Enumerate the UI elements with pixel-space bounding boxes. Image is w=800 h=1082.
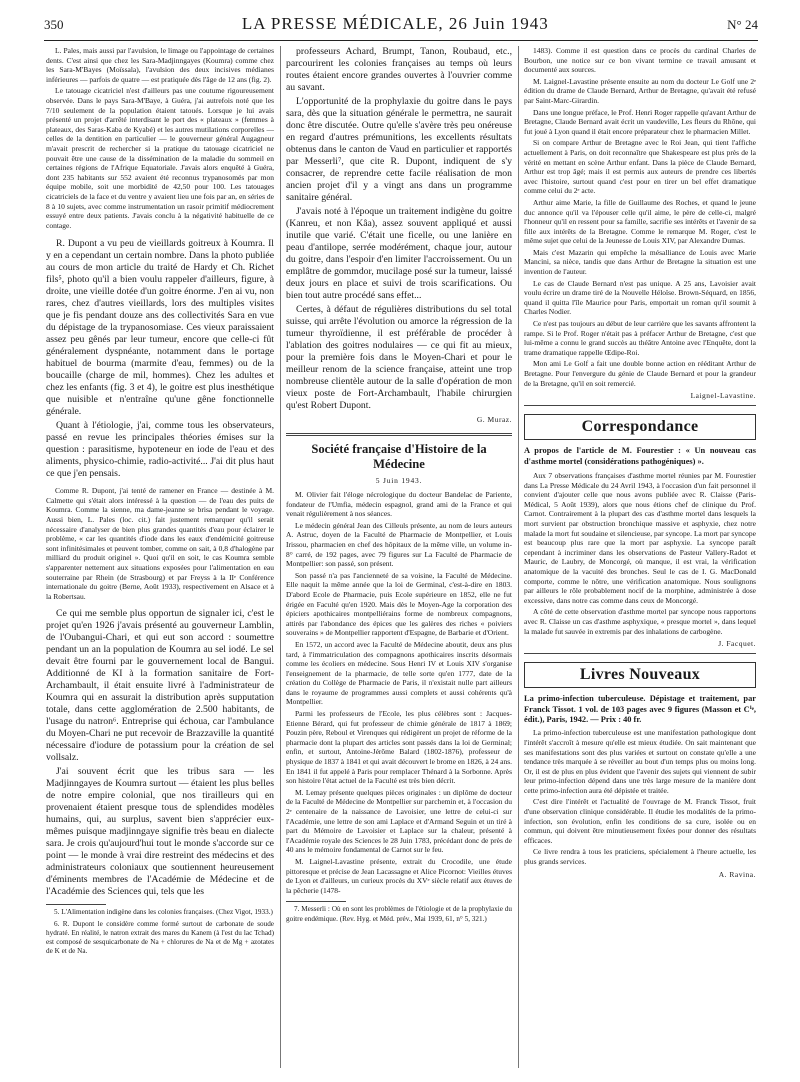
- paragraph: Parmi les professeurs de l'Ecole, les plus célèbres sont : Jacques-Etienne Bérard, qui fut professeur de chimie générale de 1817 à 1869; Pouzin père, Reboul et Virenques qui rédigèrent un projet de réforme de la pharmacie dont la plupart des articles sont passés dans la loi de Germinal; enfin, et surtout, Antoine-Jérôme Balard (1802-1876), professeur de physique de 1837 à 1841 et qui avait découvert le brome en 1826, à 24 ans. En 1841 il fut appelé à Paris pour remplacer Thénard à la Sorbonne. Après son histoire l'état actuel de la Faculté est très bien décrit.: [286, 709, 512, 786]
- section-divider: [524, 405, 756, 406]
- paragraph: Comme R. Dupont, j'ai tenté de ramener en France — destinée à M. Calmette qui s'était alors intéressé à la question — de l'eau des puits de Koumra. Comme la sienne, ma dame-jeanne se brisa pendant le voyage. Aussi bien, L. Pales (loc. cit.) fait justement remarquer qu'il serait nécessaire d'analyser de bien plus grandes quantités d'eau pour éclairer le problème, « car les quantités d'iode dans les eaux d'endémicité goitreuse sont infinitésimales et peuvent tomber, comme on sait, à 0,8 d'halogène par milliard du produit originel ». Quoi qu'il en soit, le cas Koumra semble s'apparenter nettement aux situations exposées pour l'alimentation en eau souterraine par Rhein (de Strasbourg) et par Freyss à la IIᵉ Conférence internationale du goitre (Berne, Août 1933), respectivement en Alsace et à la Robertsau.: [46, 486, 274, 601]
- journal-title: LA PRESSE MÉDICALE, 26 Juin 1943: [241, 14, 549, 33]
- paragraph: Arthur aime Marie, la fille de Guillaume des Roches, et quand le jeune duc annonce qu'il va l'épouser celle qu'il aime, le père de celle-ci, malgré l'honneur qu'il en ressent pour sa famille, sacrifie ses intérêts et l'avenir de sa fille aux intérêts de la Bretagne. Comme le remarque M. Roger, c'est le même sujet que celui de la Jeunesse de Louis XIV, par Alexandre Dumas.: [524, 197, 756, 246]
- book-title: La primo-infection tuberculeuse. Dépistage et traitement, par Franck Tissot. 1 vol. de 103 pages avec 9 figures (Masson et Cⁱᵉ, édit.), Paris, 1942. — Prix : 40 fr.: [524, 694, 756, 724]
- paragraph: Ce qui me semble plus opportun de signaler ici, c'est le projet qu'en 1926 j'avais présenté au gouverneur Lamblin, de l'Oubangui-Chari, et qui eut son accord : soumettre pendant un an la population de Koumra au sel iodé. Le sel devait être fourni par le gouvernement local de Bangui. Additionné de KI à la formation sanitaire de Fort-Archambault, il était ensuite livré à l'administrateur de Koumra qui en assurait la distribution après supputation totale, dans cette agglomération de 2.500 habitants, de l'usage du natron⁶. Entreprise qui échoua, car l'ambulance du Moyen-Chari ne put recevoir de Brazzaville la quantité nécessaire d'iodure de potassium pour la création de sel vollsalz.: [46, 608, 274, 764]
- paragraph: 1483). Comme il est question dans ce procès du cardinal Charles de Bourbon, une notice sur ce bon vivant termine ce travail amusant et documenté aux sources.: [524, 46, 756, 75]
- section-divider: [286, 433, 512, 436]
- paragraph: professeurs Achard, Brumpt, Tanon, Roubaud, etc., parcourirent les colonies françaises au temps où leurs routes étaient encore grandes ouvertes à l'ouvrier comme au savant.: [286, 46, 512, 93]
- paragraph: Aux 7 observations françaises d'asthme mortel réunies par M. Fourestier dans La Presse Médicale du 24 Avril 1943, à l'occasion d'un fait personnel il convient d'ajouter celle que nous avons publiée avec R. Claisse (Paris-Médical, 5 Août 1939), alors que nous étions chef de clinique du Prof. Carnot. Contrairement à la plupart des cas d'asthme mortel dans lesquels la mort survient par obstruction bronchique massive et asphyxie, chez notre malade la mort fut soudaine et silencieuse, par syncope. La mort par syncope est beaucoup plus rare que la mort par asphyxie. La syncope paraît cependant à incriminer dans les observations de Pasteur Vallery-Radot et Mauric, de Laubry, de Moncorgé, où manque, il est vrai, la vérification anatomique de la vacuité des bronches. Seul le cas de I. G. MacDonald comporte, comme le nôtre, une vérification anatomique. Nous soulignons par ailleurs le rôle probablement nocif de la morphine, administrée à dose excessive, dans notre cas comme dans ceux de Moncorgé.: [524, 471, 756, 605]
- correspondance-subject: A propos de l'article de M. Fourestier : « Un nouveau cas d'asthme mortel (considérations pathogéniques) ».: [524, 446, 756, 466]
- column-rule-2: [518, 46, 519, 1068]
- paragraph: L. Pales, mais aussi par l'avulsion, le limage ou l'appointage de certaines dents. C'est ainsi que chez les Sara-Madjinngayes (Koumra) comme chez les Sara-M'Bayes (Moïssala), l'avulsion des deux incisives médianes inférieures — parfois de quatre — est pratiquée dès l'âge de 12 ans (fig. 2).: [46, 46, 274, 84]
- paragraph: M. Lemay présente quelques pièces originales : un diplôme de docteur de la Faculté de Médecine de Montpellier sur parchemin et, à l'occasion du 2ᵉ centenaire de la naissance de Lavoisier, une lettre de celui-ci sur l'Académie, une lettre de son ami Laplace et d'Armand Seguin et un tiré à part du Mémoire de Lavoisier et Laplace sur la chaleur, présenté à l'Académie royale des Sciences le 28 Juin 1783, précédant donc de près de 40 ans le mémoire fondamental de Carnot sur le feu.: [286, 787, 512, 855]
- column-1: [46, 46, 274, 1068]
- page-number: 350: [44, 17, 64, 32]
- paragraph: R. Dupont a vu peu de vieillards goitreux à Koumra. Il y en a cependant un certain nombre. Dans la photo publiée au cours de mon article du traité de Hardy et Ch. Richet fils⁵, photo qu'il a bien voulu rappeler d'ailleurs, figure, à droite, une vieille dotée d'un goitre énorme. J'en ai vu, non rares, chez d'autres vieillards, lors des multiples visites que je fis pendant douze ans des collectivités Sara en vue du dépistage de la trypanosomiase. Ces vieux paraissaient assez peu gênés par leur tumeur, encore que celle-ci fût généralement dyspnéante, notamment dans le portage habituel de bourma (marmite d'eau, femmes) ou de la boucaille (charge de mil, hommes). Chez les adultes et chez les enfants (fig. 3 et 4), le goitre est plus inesthétique que nuisible et n'entraîne qu'une gêne fonctionnelle générale.: [46, 238, 274, 418]
- paragraph: Ce livre rendra à tous les praticiens, spécialement à l'heure actuelle, les plus grands services.: [524, 847, 756, 867]
- livres-heading: Livres Nouveaux: [524, 662, 756, 688]
- footnote-rule: [286, 901, 346, 902]
- paragraph: Certes, à défaut de régulières distributions du sel total suisse, qui arrête l'évolution ou amorce la régression de la tumeur thyroïdienne, il est préférable de procéder à l'ablation des goitres nodulaires — ce qui fit au mieux, pour la première fois dans le Moyen-Chari et pour le meilleur renom de la science française, atteint une trop nombreuse clientèle autour de la salle d'opération de mon vieux poste de Fort-Archambault, l'habile chirurgien qu'est Robert Dupont.: [286, 304, 512, 411]
- paragraph: A côté de cette observation d'asthme mortel par syncope nous rapportons avec R. Claisse un cas d'asthme asphyxique, « presque mortel », dans lequel la malade fut sauvée in extremis par des inhalations de carbogène.: [524, 607, 756, 636]
- paragraph: Mais c'est Mazarin qui empêche la mésalliance de Louis avec Marie Mancini, sa nièce, tandis que dans Arthur de Bretagne la situation est une invention de l'auteur.: [524, 247, 756, 277]
- column-2: [286, 46, 512, 1068]
- paragraph: Son passé n'a pas l'ancienneté de sa voisine, la Faculté de Médecine. Elle naquit la même année que la loi de Germinal, c'est-à-dire en 1803. D'abord Ecole de Pharmacie, puis Ecole supérieure en 1852, elle ne fut érigée en Faculté qu'en 1920. Mais dès le Moyen-Age la corporation des épiciers apothicaires montpelliérains forme de nombreux compagnons, attirés par l'abondance des épices que les galères des riches « poiviers souverains » de Montpellier rapportent d'Espagne, de Barbarie et d'Orient.: [286, 570, 512, 638]
- footnote: 5. L'Alimentation indigène dans les colonies françaises. (Chez Vigot, 1933.): [54, 908, 273, 917]
- footnote: 7. Messerli : Où en sont les problèmes de l'étiologie et de la prophylaxie du goitre endémique. (Rev. Hyg. et Méd. prév., Mai 1939, 61, n° 5, 321.): [286, 905, 512, 923]
- paragraph: Quant à l'étiologie, j'ai, comme tous les observateurs, passé en revue les principales théories émises sur la question : parasitisme, hypoteneur en iode de l'eau et des aliments, physico-chimie, radio-activité... J'ai dit plus haut ce que j'en pensais.: [46, 420, 274, 480]
- paragraph: J'avais noté à l'époque un traitement indigène du goitre (Kanreu, et non Kâa), assez souvent appliqué et aussi inutile que varié. C'était une ficelle, ou une lanière en peau d'antilope, serrée modérément, chaque jour, autour du goitre, dans l'espoir d'en limiter l'accroissement. Ou un emplâtre de gommdor, mucilage posé sur la tumeur, laissé deux jours en place et suivi de trois scarifications. Ou bien tout autre procédé sans effet...: [286, 206, 512, 301]
- author-signature: Laignel-Lavastine.: [690, 391, 756, 401]
- paragraph: M. Olivier fait l'éloge nécrologique du docteur Bandelac de Pariente, fondateur de l'Umfia, médecin espagnol, grand ami de la France et qui venait régulièrement à nos séances.: [286, 490, 512, 519]
- paragraph: Mon ami Le Golf a fait une double bonne action en rééditant Arthur de Bretagne. Pour l'envergure du génie de Claude Bernard et pour la grandeur de la Bretagne, qu'il en soit remercié.: [524, 359, 756, 388]
- paragraph: Le tatouage cicatriciel n'est d'ailleurs pas une coutume rigoureusement observée. Dans le pays Sara-M'Baye, à Guéra, j'ai autrefois noté que les 7/10 seulement de la population étaient tatoués. Lorsque je lui avais présenté un projet d'arrêté interdisant le port des « plateaux » (femmes à plateaux, des Saras-Kaba de Kyabé) et les autres mutilations corporelles — celles de la dentition en particulier — le gouverneur général Augagneur m'avait prescrit de rechercher si la pratique du tatouage cicatriciel ne pouvait être une cause de la dissémination de la maladie du sommeil en certaines régions de l'Afrique Equatoriale. J'avais alors enquêté à Guéra, dont 235 habitants sur 552 avaient été reconnus trypanosomés par mon équipe mobile, soit une morbidité de 42,50 pour 100. Les tatouages cicatriciels de la face et du ventre y avaient lieu une fois par an, en séries de 8 à 10 sujets, avec comme instrumentation un rasoir primitif médiocrement essuyé entre deux patients. J'avais conclu à la négativité habituelle de ce contage.: [46, 86, 274, 230]
- paragraph: J'ai souvent écrit que les tribus sara — les Madjinngayes de Koumra surtout — étaient les plus belles de notre empire colonial, que nos tirailleurs qui en provenaient étaient presque tous de splendides modèles humains, qui, au surplus, savent bien s'apprécier eux-mêmes puisque madjinngaye signifie très beau en dialecte sara. Je crois qu'aujourd'hui tout le monde s'accorde sur ce point — le monde à vrai dire restreint des médecins et des administrateurs coloniaux que soutiennent heureusement d'éminents membres de l'Académie de Médecine et de l'Académie des Sciences qui, tels que les: [46, 766, 274, 898]
- paragraph: M. Laignel-Lavastine présente, extrait du Crocodile, une étude pittoresque et précise de Jean Lacassagne et Alice Picornot: Vieilles étuves de Lyon et d'ailleurs, un curieux procès du XVᵉ siècle relatif aux étuves de la pêcherie (1478-: [286, 856, 512, 895]
- paragraph: M. Laignel-Lavastine présente ensuite au nom du docteur Le Golf une 2ᵉ édition du drame de Claude Bernard, Arthur de Bretagne, qu'avait été refusé par Saint-Marc-Girardin.: [524, 76, 756, 105]
- footnote-rule: [46, 904, 106, 905]
- column-3: [524, 46, 756, 1068]
- author-signature: G. Muraz.: [476, 415, 512, 424]
- session-date: 5 Juin 1943.: [375, 476, 423, 485]
- paragraph: Si on compare Arthur de Bretagne avec le Roi Jean, qui tient l'affiche actuellement à Paris, on doit reconnaître que Shakespeare est plus près de la vérité en mettant en scène Arthur enfant. Dans la pièce de Claude Bernard, Arthur est trop âgé; mais il est permis aux auteurs de prendre ces libertés avec l'histoire, surtout quand c'est pour en tirer un bel effet dramatique comme celui du 2ᵉ acte.: [524, 138, 756, 196]
- issue-number: N° 24: [727, 17, 758, 32]
- paragraph: Le médecin général Jean des Cilleuls présente, au nom de leurs auteurs A. Astruc, doyen de la Faculté de Pharmacie de Montpellier, et Louis Irissou, pharmacien en chef des hôpitaux de la même ville, un volume in-8° carré, de 192 pages, avec 79 figures sur La Faculté de Pharmacie de Montpellier: son passé, son présent.: [286, 520, 512, 569]
- section-divider: [524, 653, 756, 654]
- author-signature: J. Facquet.: [718, 639, 756, 649]
- column-rule-1: [280, 46, 281, 1068]
- paragraph: Ce n'est pas toujours au début de leur carrière que les savants affrontent la rampe. Si le Prof. Roger n'était pas à préfacer Arthur de Bretagne, c'est que lui-même a connu le grand succès au théâtre Antoine avec l'Enquête, dont la trame dramatique rappelle Œdipe-Roi.: [524, 319, 756, 357]
- paragraph: La primo-infection tuberculeuse est une manifestation pathologique dont l'intérêt s'accroît à mesure qu'elle est mieux étudiée. On sait maintenant que ses manifestations sont des plus variées et surtout on constate qu'elle a une tendance très marquée à se réveiller au bout d'un temps plus ou moins long. Or, il est de plus en plus évident que l'avenir des sujets qui viennent de subir leur primo-infection dépend dans une très large mesure de la manière dont cette primo-infection aura été dépistée et traitée.: [524, 728, 756, 795]
- author-signature: A. Ravina.: [718, 869, 756, 879]
- footnote: 6. R. Dupont le considère comme formé surtout de carbonate de soude hydraté. En réalité, le natron extrait des mares du Kanem (à l'est du lac Tchad) est composé de sesquicarbonate de Na + chlorures de Na et de Mg + azotates de K et de Na.: [46, 919, 274, 956]
- paragraph: Le cas de Claude Bernard n'est pas unique. A 25 ans, Lavoisier avait voulu écrire un drame tiré de la Nouvelle Héloïse. Brown-Séquard, en 1856, quand il quitta l'île Maurice pour Paris, emportait un roman qu'il soumit à Charles Nodier.: [524, 278, 756, 317]
- paragraph: En 1572, un accord avec la Faculté de Médecine aboutit, deux ans plus tard, à l'immatriculation des compagnons apothicaires inscrits désormais comme les écoliers en médecine. Sous Henri IV et Louis XIV s'organise l'enseignement de la pharmacie, de telle sorte qu'en 1777, date de la création du Collège de Pharmacie de Paris, il n'existait nulle part ailleurs dans le royaume de programmes aussi complets et aussi cohérents qu'à Montpellier.: [286, 639, 512, 707]
- correspondance-heading: Correspondance: [524, 414, 756, 440]
- paragraph: C'est dire l'intérêt et l'actualité de l'ouvrage de M. Franck Tissot, fruit d'une observation clinique considérable. Il étudie les modalités de la primo-infection, son évolution, enfin les conditions de sa cure, isolée ou en commun, qui doivent être minutieusement fixées pour donner des résultats efficaces.: [524, 797, 756, 845]
- paragraph: L'opportunité de la prophylaxie du goitre dans le pays sara, dès que la situation générale le permettra, ne saurait donc être discutée. Outre qu'elle s'avère très peu onéreuse en regard d'autres prémunitions, les excellents résultats obtenus dans le canton de Vaud en particulier et rapportés par Messerli⁷, que cite R. Dupont, indiquent de s'y consacrer, de reprendre cette facile réalisation de mon ancien projet d'il y a vingt ans dans un programme sanitaire général.: [286, 96, 512, 203]
- page-header: [44, 14, 758, 41]
- paragraph: Dans une longue préface, le Prof. Henri Roger rappelle qu'avant Arthur de Bretagne, Claude Bernard avait écrit un vaudeville, Les fleurs du Rhône, qui fut joué à Lyon quand il était encore préparateur chez le pharmacien Millet.: [524, 107, 756, 136]
- section-title: Société française d'Histoire de la Médecine: [311, 442, 487, 471]
